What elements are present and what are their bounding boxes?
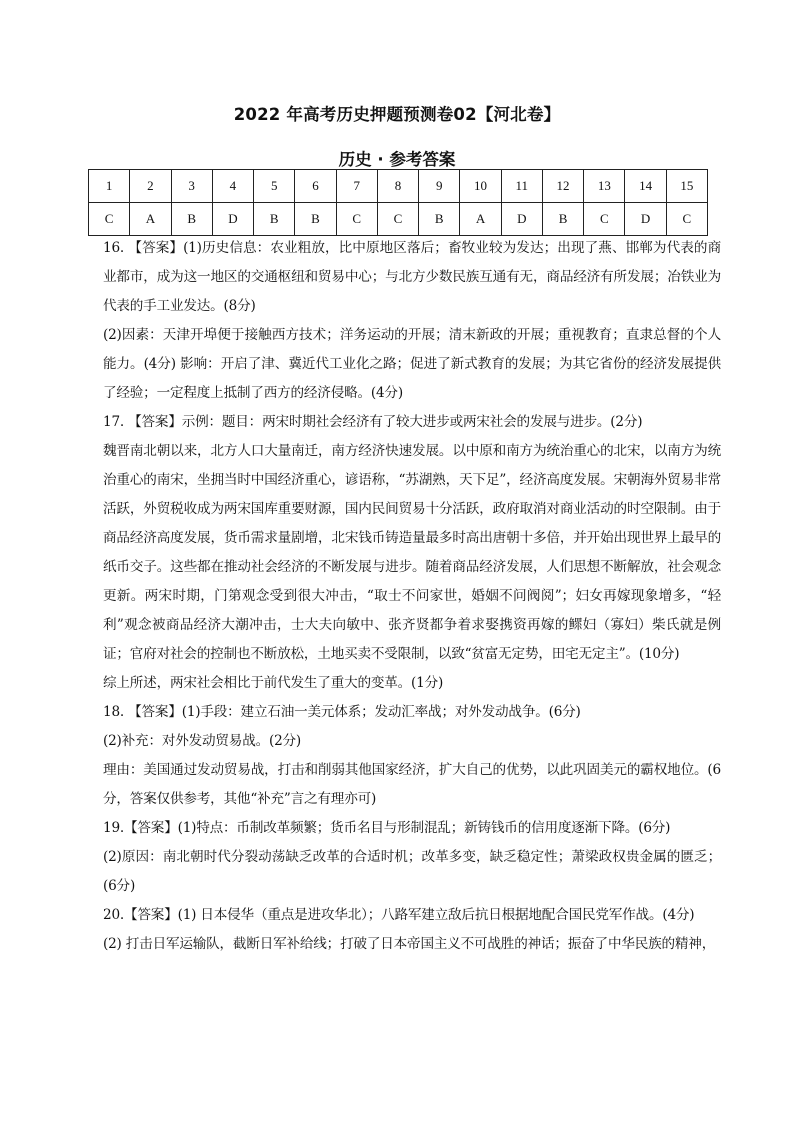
answer-cell: C (89, 203, 130, 236)
page-subtitle: 历史 · 参考答案 (338, 150, 456, 169)
question-number-cell: 5 (254, 170, 295, 203)
question-number-cell: 12 (542, 170, 583, 203)
answer-paragraph-q17-body: 魏晋南北朝以来，北方人口大量南迁，南方经济快速发展。以中原和南方为统治重心的北宋，以南方为统治重心的南宋，坐拥当时中国经济重心，谚语称，“苏湖熟，天下足”，经济高度发展。宋朝海外贸易非常活跃，外贸税收成为两宋国库重要财源，国内民间贸易十分活跃，政府取消对商业活动的时空限制。由于商品经济高度发展，货币需求量剧增，北宋钱币铸造量最多时高出唐朝十多倍，并开始出现世界上最早的纸币交子。这些都在推动社会经济的不断发展与进步。随着商品经济发展，人们思想不断解放，社会观念更新。两宋时期，门第观念受到很大冲击，“取士不问家世，婚姻不问阀阅”；妇女再嫁现象增多，“轻利”观念被商品经济大潮冲击，士大夫向敏中、张齐贤都争着求娶携资再嫁的鳏妇（寡妇）柴氏就是例证；官府对社会的控制也不断放松，土地买卖不受限制，以致“贫富无定势，田宅无定主”。(10分) (103, 443, 721, 662)
answer-paragraph-q16-1: 16. 【答案】(1)历史信息：农业粗放，比中原地区落后；畜牧业较为发达；出现了燕、邯郸为代表的商业都市，成为这一地区的交通枢纽和贸易中心；与北方少数民族互通有无，商品经济有所发展；冶铁业为代表的手工业发达。(8分) (103, 240, 721, 314)
answer-table (88, 169, 708, 236)
question-number-cell: 2 (130, 170, 171, 203)
answer-paragraph-q17-conclusion: 综上所述，两宋社会相比于前代发生了重大的变革。(1分) (103, 675, 444, 691)
question-number-cell: 10 (460, 170, 501, 203)
answer-cell: D (501, 203, 542, 236)
answer-cell: B (171, 203, 212, 236)
question-number-cell: 6 (295, 170, 336, 203)
answer-body (103, 234, 721, 959)
answer-cell: D (212, 203, 253, 236)
answer-paragraph-q18-1: 18. 【答案】(1)手段：建立石油一美元体系；发动汇率战；对外发动战争。(6分) (103, 704, 581, 720)
answer-paragraph-q19-2: (2)原因：南北朝时代分裂动荡缺乏改革的合适时机；改革多变，缺乏稳定性；萧梁政权贵金属的匮乏；(6分) (103, 849, 721, 894)
question-number-cell: 8 (377, 170, 418, 203)
answer-cell: C (584, 203, 625, 236)
question-number-cell: 11 (501, 170, 542, 203)
question-number-cell: 14 (625, 170, 666, 203)
answer-cell: C (377, 203, 418, 236)
question-number-cell: 9 (419, 170, 460, 203)
question-number-cell: 1 (89, 170, 130, 203)
answer-paragraph-q20-2: (2) 打击日军运输队，截断日军补给线；打破了日本帝国主义不可战胜的神话；振奋了中华民族的精神， (103, 936, 716, 952)
answer-cell: B (542, 203, 583, 236)
answer-paragraph-q20-1: 20.【答案】(1) 日本侵华（重点是进攻华北）；八路军建立敌后抗日根据地配合国民党军作战。(4分) (103, 907, 695, 923)
question-number-cell: 7 (336, 170, 377, 203)
question-number-cell: 4 (212, 170, 253, 203)
answer-table-number-row (89, 170, 708, 203)
answer-cell: B (419, 203, 460, 236)
answer-cell: B (295, 203, 336, 236)
answer-paragraph-q17-title: 17. 【答案】示例：题目：两宋时期社会经济有了较大进步或两宋社会的发展与进步。(2分) (103, 414, 643, 430)
page-title: 2022 年高考历史押题预测卷02【河北卷】 (233, 105, 561, 124)
question-number-cell: 3 (171, 170, 212, 203)
answer-paragraph-q18-reason: 理由：美国通过发动贸易战，打击和削弱其他国家经济，扩大自己的优势，以此巩固美元的霸权地位。(6分，答案仅供参考，其他“补充”言之有理亦可) (103, 762, 721, 807)
question-number-cell: 13 (584, 170, 625, 203)
answer-cell: C (336, 203, 377, 236)
answer-cell: B (254, 203, 295, 236)
answer-cell: A (130, 203, 171, 236)
answer-table-answer-row (89, 203, 708, 236)
answer-cell: D (625, 203, 666, 236)
answer-cell: C (666, 203, 707, 236)
question-number-cell: 15 (666, 170, 707, 203)
answer-paragraph-q16-2: (2)因素：天津开埠便于接触西方技术；洋务运动的开展；清末新政的开展；重视教育；直隶总督的个人能力。(4分) 影响：开启了津、冀近代工业化之路；促进了新式教育的发展；为其它省份的经济发展提供了经验；一定程度上抵制了西方的经济侵略。(4分) (103, 327, 721, 401)
answer-cell: A (460, 203, 501, 236)
answer-paragraph-q19-1: 19.【答案】(1)特点：币制改革频繁；货币名目与形制混乱；新铸钱币的信用度逐渐下降。(6分) (103, 820, 671, 836)
answer-paragraph-q18-2: (2)补充：对外发动贸易战。(2分) (103, 733, 302, 749)
